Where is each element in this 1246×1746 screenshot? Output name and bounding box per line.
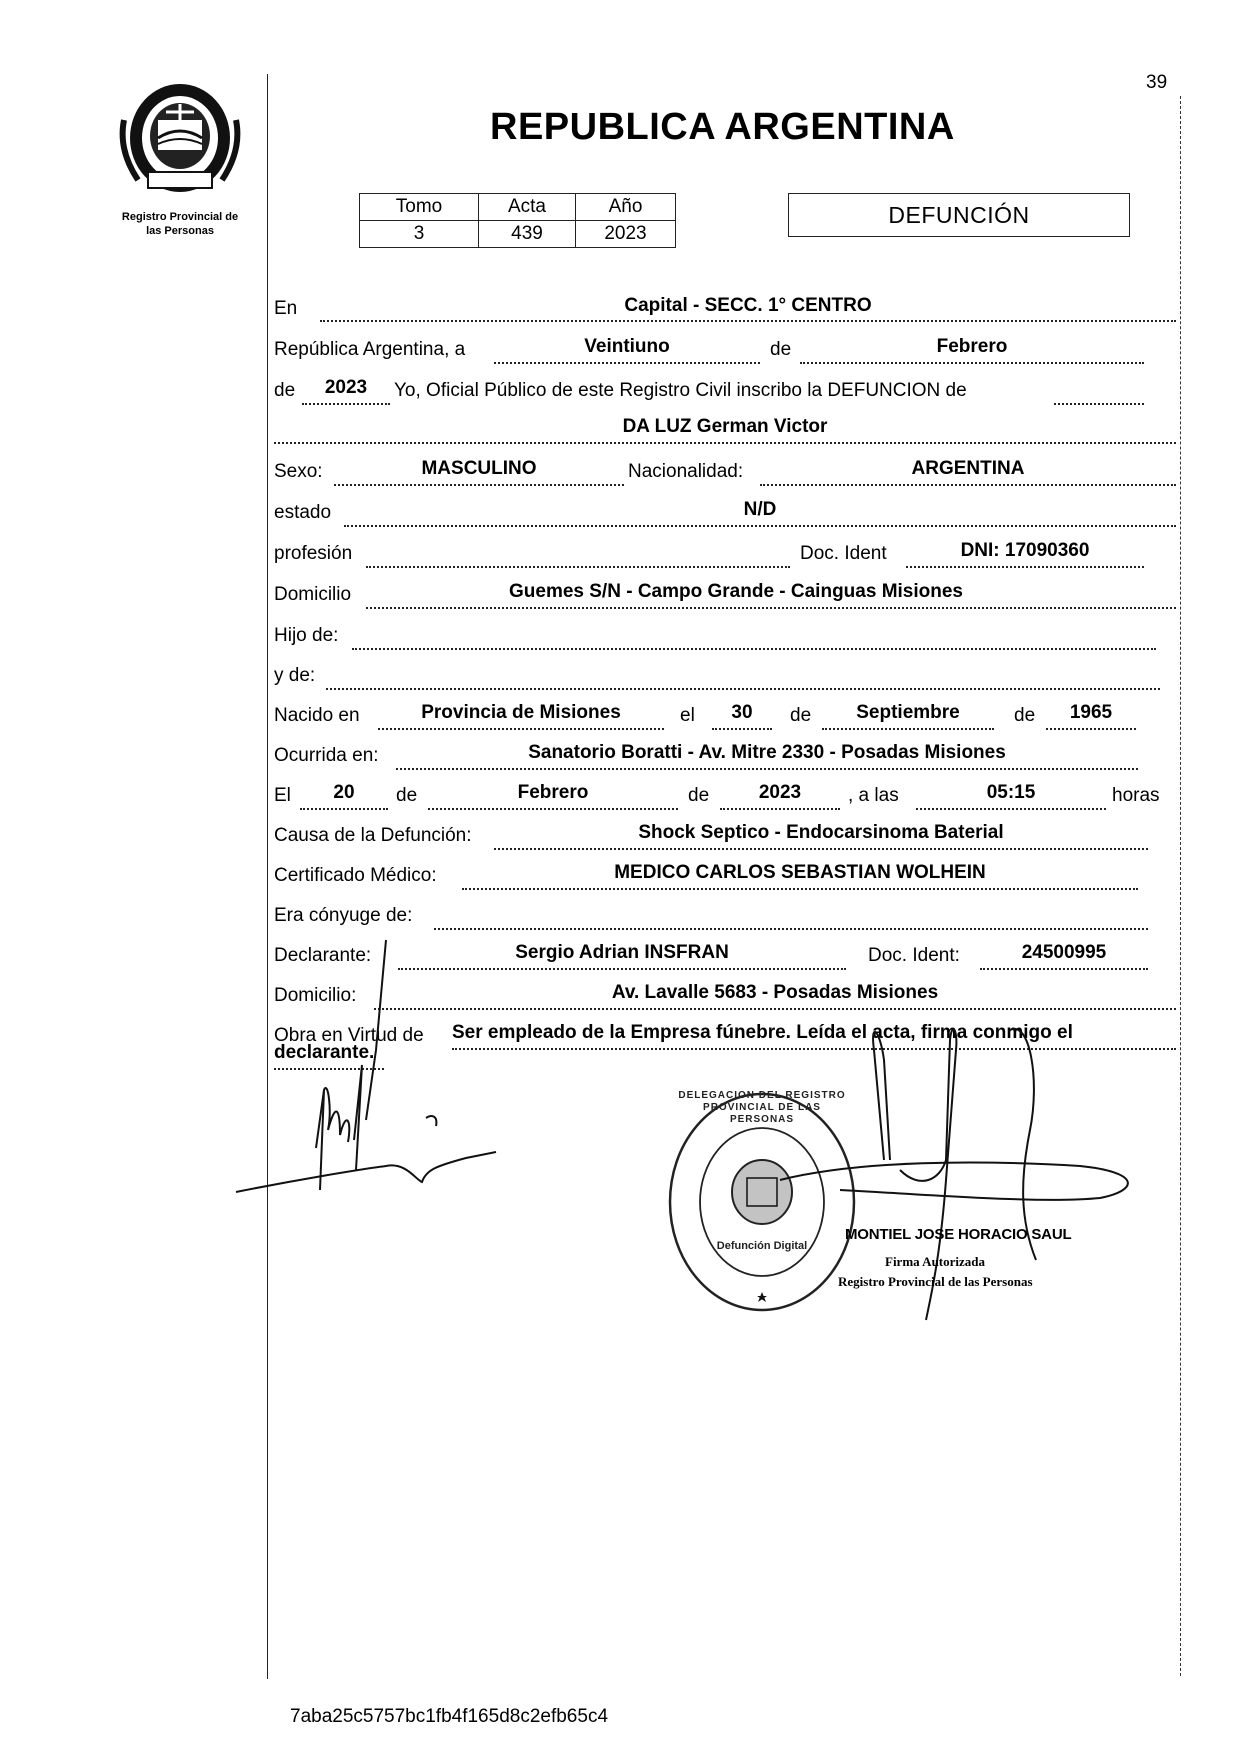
nac-dia-line <box>712 728 772 730</box>
stamp-ring-text: DELEGACION DEL REGISTRO PROVINCIAL DE LAS PERSONAS <box>678 1090 846 1125</box>
act-type-label: DEFUNCIÓN <box>888 201 1030 228</box>
causa-value: Shock Septico - Endocarsinoma Baterial <box>638 822 1004 843</box>
nacionalidad-value: ARGENTINA <box>911 458 1025 479</box>
mes-line <box>800 362 1144 364</box>
table-header-row <box>360 194 676 221</box>
def-dia-line <box>300 808 388 810</box>
nombre-line <box>274 442 1176 444</box>
document-hash: 7aba25c5757bc1fb4f165d8c2efb65c4 <box>290 1706 609 1727</box>
nac-anio-value: 1965 <box>1069 702 1113 723</box>
decl-doc-value: 24500995 <box>1021 942 1107 963</box>
nacido-label: Nacido en <box>274 705 360 726</box>
def-mes-line <box>428 808 678 810</box>
nac-anio-line <box>1046 728 1136 730</box>
certificado-line <box>462 888 1138 890</box>
value-acta: 439 <box>479 221 576 248</box>
hijo-label: Hijo de: <box>274 625 339 646</box>
official-name: MONTIEL JOSE HORACIO SAUL <box>845 1226 1072 1243</box>
def-hora-line <box>916 808 1106 810</box>
nac-de1-label: de <box>790 705 812 726</box>
def-de1-label: de <box>396 785 418 806</box>
nombre-value: DA LUZ German Victor <box>622 416 828 437</box>
de2-label: de <box>274 380 296 401</box>
registry-caption <box>100 210 260 238</box>
republica-label: República Argentina, a <box>274 339 466 360</box>
horas-label: horas <box>1112 785 1160 806</box>
stamp-inner-text: Defunción Digital <box>716 1240 808 1252</box>
registry-caption-line-1: Registro Provincial de <box>121 211 239 223</box>
profesion-line <box>366 566 790 568</box>
alas-label: , a las <box>848 785 899 806</box>
value-tomo: 3 <box>360 221 479 248</box>
nac-el-label: el <box>680 705 695 726</box>
domicilio-value: Guemes S/N - Campo Grande - Cainguas Misiones <box>509 581 963 602</box>
ocurrida-label: Ocurrida en: <box>274 745 379 766</box>
province-logo <box>118 80 242 198</box>
def-el-label: El <box>274 785 291 806</box>
header-acta: Acta <box>479 194 576 221</box>
nac-dia-value: 30 <box>731 702 753 723</box>
obra-value-2: declarante. <box>274 1042 375 1063</box>
def-anio-value: 2023 <box>758 782 802 803</box>
en-value: Capital - SECC. 1° CENTRO <box>624 295 872 316</box>
def-hora-value: 05:15 <box>986 782 1036 803</box>
decl-doc-line <box>980 968 1148 970</box>
def-mes-value: Febrero <box>517 782 589 803</box>
decl-dom-label: Domicilio: <box>274 985 357 1006</box>
anio-line <box>302 403 390 405</box>
value-anio: 2023 <box>576 221 676 248</box>
sexo-value: MASCULINO <box>421 458 537 479</box>
nacido-value: Provincia de Misiones <box>421 702 621 723</box>
doc-label: Doc. Ident <box>800 543 887 564</box>
province-seal-icon <box>118 80 242 198</box>
obra-label: Obra en Virtud de <box>274 1025 424 1046</box>
causa-label: Causa de la Defunción: <box>274 825 472 846</box>
header-tomo: Tomo <box>360 194 479 221</box>
profesion-label: profesión <box>274 543 353 564</box>
nac-mes-line <box>822 728 994 730</box>
ocurrida-line <box>396 768 1138 770</box>
estado-value: N/D <box>743 499 777 520</box>
declarante-value: Sergio Adrian INSFRAN <box>515 942 729 963</box>
en-label: En <box>274 298 298 319</box>
official-signature <box>780 1020 1200 1340</box>
dia-line <box>494 362 760 364</box>
conyuge-line <box>434 928 1148 930</box>
official-office: Registro Provincial de las Personas <box>838 1274 1033 1289</box>
domicilio-label: Domicilio <box>274 584 352 605</box>
yde-line <box>326 688 1160 690</box>
nacionalidad-label: Nacionalidad: <box>628 461 744 482</box>
hijo-line <box>352 648 1156 650</box>
declarant-signature <box>236 930 536 1170</box>
doc-line <box>906 566 1144 568</box>
certificado-value: MEDICO CARLOS SEBASTIAN WOLHEIN <box>614 862 986 883</box>
official-role: Firma Autorizada <box>885 1254 986 1269</box>
page-title: REPUBLICA ARGENTINA <box>490 106 955 148</box>
right-margin-line <box>1180 96 1181 1676</box>
mes-value: Febrero <box>936 336 1008 357</box>
sexo-label: Sexo: <box>274 461 323 482</box>
def-de2-label: de <box>688 785 710 806</box>
nac-de2-label: de <box>1014 705 1036 726</box>
tomo-acta-anio-table <box>359 193 676 248</box>
decl-doc-label: Doc. Ident: <box>868 945 960 966</box>
def-anio-line <box>720 808 840 810</box>
inscribo-line <box>1054 403 1144 405</box>
estado-line <box>344 525 1176 527</box>
sexo-line <box>334 484 624 486</box>
certificado-label: Certificado Médico: <box>274 865 437 886</box>
page-number: 39 <box>1146 72 1168 93</box>
en-line <box>320 320 1176 322</box>
dia-value: Veintiuno <box>584 336 670 357</box>
anio-value: 2023 <box>324 377 368 398</box>
registry-caption-line-2: las Personas <box>146 225 214 237</box>
de-label: de <box>770 339 792 360</box>
ocurrida-value: Sanatorio Boratti - Av. Mitre 2330 - Posadas Misiones <box>528 742 1006 763</box>
header-anio: Año <box>576 194 676 221</box>
causa-line <box>494 848 1148 850</box>
left-margin-line <box>267 74 268 1679</box>
declarante-label: Declarante: <box>274 945 372 966</box>
inscribo-text: Yo, Oficial Público de este Registro Civil inscribo la DEFUNCION de <box>394 380 967 401</box>
obra-value: Ser empleado de la Empresa fúnebre. Leída el acta, firma conmigo el <box>452 1022 1073 1043</box>
act-type-box <box>788 193 1130 237</box>
doc-value: DNI: 17090360 <box>960 540 1090 561</box>
def-dia-value: 20 <box>333 782 355 803</box>
nacionalidad-line <box>760 484 1176 486</box>
estado-label: estado <box>274 502 332 523</box>
table-value-row <box>360 221 676 248</box>
decl-dom-value: Av. Lavalle 5683 - Posadas Misiones <box>611 982 939 1003</box>
conyuge-label: Era cónyuge de: <box>274 905 413 926</box>
nacido-line <box>378 728 664 730</box>
yde-label: y de: <box>274 665 316 686</box>
nac-mes-value: Septiembre <box>856 702 960 723</box>
domicilio-line <box>366 607 1176 609</box>
